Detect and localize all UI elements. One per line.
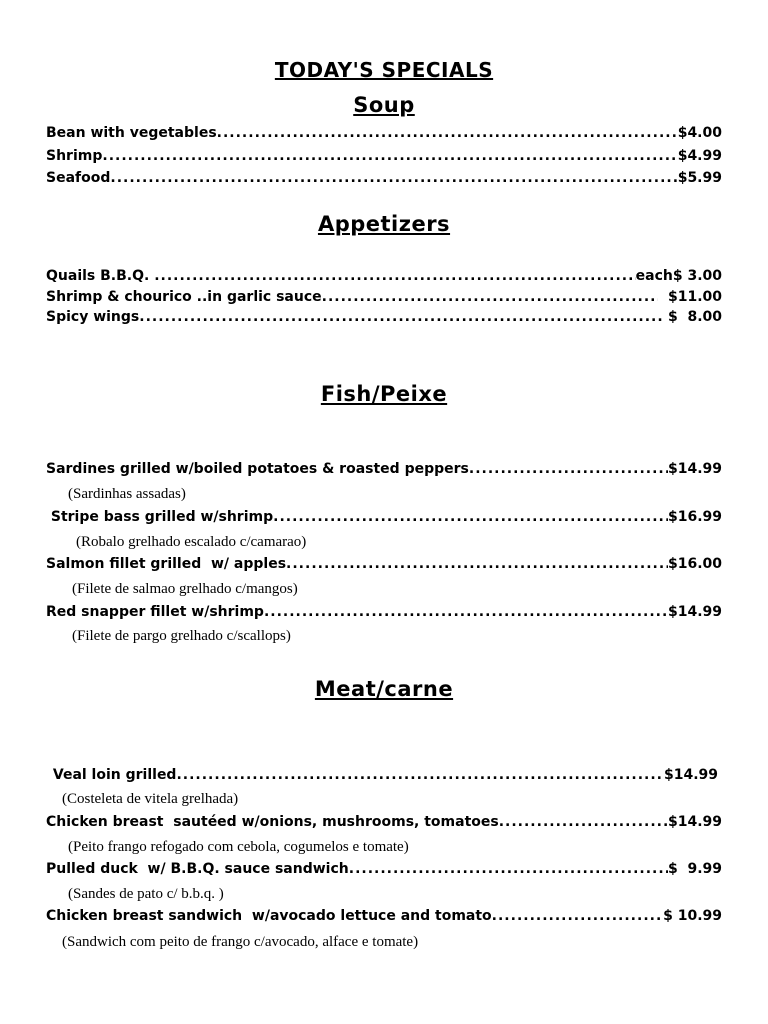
menu-item-shrimp-soup (46, 148, 722, 168)
leader-dots (492, 908, 663, 924)
menu-item-sardines (46, 461, 722, 481)
item-subtitle-red-snapper: (Filete de pargo grelhado c/scallops) (72, 628, 291, 644)
item-name: Seafood (46, 170, 111, 186)
menu-item-shrimp-chourico (46, 289, 722, 309)
item-price: $14.99 (663, 767, 718, 783)
leader-dots (286, 556, 668, 572)
item-subtitle-chicken-breast-sauteed: (Peito frango refogado com cebola, cogumelos e tomate) (68, 839, 409, 855)
item-price: $14.99 (667, 461, 722, 477)
item-price: $4.00 (677, 125, 722, 141)
page-title: TODAY'S SPECIALS (274, 58, 494, 82)
leader-dots (264, 604, 668, 620)
menu-item-red-snapper (46, 604, 722, 624)
menu-item-seafood (46, 170, 722, 190)
leader-dots (110, 170, 677, 186)
menu-item-chicken-breast-sauteed (46, 814, 722, 834)
leader-dots (102, 148, 677, 164)
item-name: Spicy wings (46, 309, 140, 325)
section-title-meat: Meat/carne (314, 677, 454, 701)
item-price: $14.99 (667, 814, 722, 830)
menu-item-salmon-fillet (46, 556, 722, 576)
item-name: Salmon fillet grilled w/ apples (46, 556, 287, 572)
section-title-fish: Fish/Peixe (320, 382, 448, 406)
item-subtitle-veal-loin: (Costeleta de vitela grelhada) (62, 791, 239, 807)
item-name: Quails B.B.Q. (46, 268, 155, 284)
leader-dots (469, 461, 668, 477)
menu-item-pulled-duck (46, 861, 722, 881)
leader-dots (217, 125, 678, 141)
item-name: Stripe bass grilled w/shrimp (46, 509, 274, 525)
menu-item-chicken-breast-sandwich (46, 908, 722, 928)
item-price: $5.99 (677, 170, 722, 186)
item-subtitle-salmon-fillet: (Filete de salmao grelhado c/mangos) (72, 581, 298, 597)
leader-dots (154, 268, 635, 284)
item-name: Chicken breast sandwich w/avocado lettuce and tomato (46, 908, 492, 924)
item-name: Sardines grilled w/boiled potatoes & roasted peppers (46, 461, 469, 477)
item-subtitle-pulled-duck: (Sandes de pato c/ b.b.q. ) (68, 886, 224, 902)
item-price: each$ 3.00 (635, 268, 722, 284)
item-price: $ 9.99 (667, 861, 722, 877)
item-name: Pulled duck w/ B.B.Q. sauce sandwich (46, 861, 349, 877)
leader-dots (139, 309, 663, 325)
menu-item-quails-bbq (46, 268, 722, 288)
menu-item-bean-with-vegetables (46, 125, 722, 145)
item-price: $16.00 (667, 556, 722, 572)
menu-item-spicy-wings (46, 309, 722, 329)
item-name: Shrimp (46, 148, 103, 164)
item-name: Chicken breast sautéed w/onions, mushrooms, tomatoes (46, 814, 499, 830)
item-price: $14.99 (667, 604, 722, 620)
item-name: Shrimp & chourico ..in garlic sauce (46, 289, 322, 305)
item-subtitle-chicken-breast-sandwich: (Sandwich com peito de frango c/avocado, alface e tomate) (62, 934, 419, 950)
leader-dots (273, 509, 668, 525)
menu-item-stripe-bass (46, 509, 722, 529)
item-price: $16.99 (667, 509, 722, 525)
leader-dots (349, 861, 668, 877)
leader-dots (322, 289, 659, 305)
section-title-soup: Soup (353, 93, 415, 117)
section-title-appetizers: Appetizers (317, 212, 451, 236)
item-name: Veal loin grilled (48, 767, 177, 783)
item-name: Red snapper fillet w/shrimp (46, 604, 264, 620)
item-subtitle-stripe-bass: (Robalo grelhado escalado c/camarao) (76, 534, 307, 550)
item-price: $ 8.00 (663, 309, 722, 325)
item-price: $11.00 (658, 289, 722, 305)
leader-dots (176, 767, 664, 783)
item-price: $ 10.99 (663, 908, 722, 924)
menu-item-veal-loin (48, 767, 718, 787)
leader-dots (499, 814, 668, 830)
item-price: $4.99 (677, 148, 722, 164)
item-name: Bean with vegetables (46, 125, 217, 141)
item-subtitle-sardines: (Sardinhas assadas) (68, 486, 186, 502)
